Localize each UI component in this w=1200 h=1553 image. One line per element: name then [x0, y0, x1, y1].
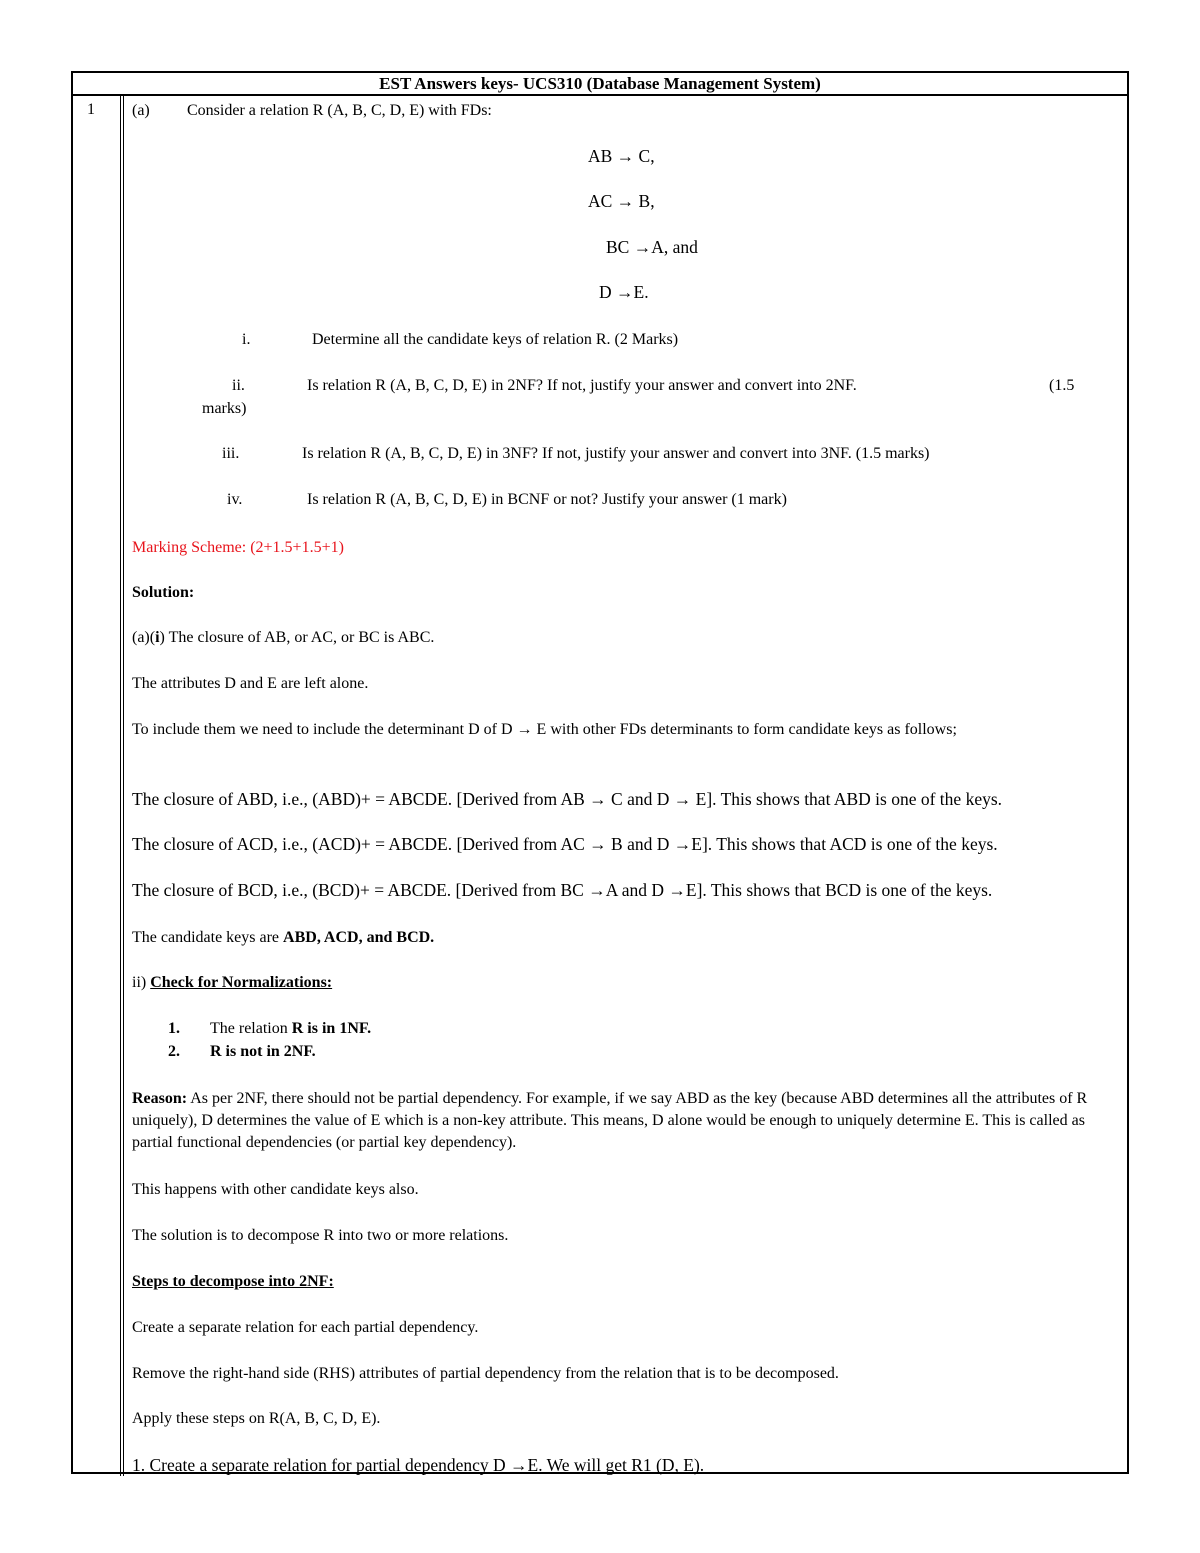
question-intro: Consider a relation R (A, B, C, D, E) with FDs:	[187, 102, 492, 119]
answer-table	[71, 71, 1129, 1474]
fd-3: BC →A, and	[606, 237, 698, 257]
subq-ii-text: Is relation R (A, B, C, D, E) in 2NF? If not, justify your answer and convert into 2NF.	[307, 377, 857, 394]
subq-i-num: i.	[242, 331, 251, 348]
closure-bcd: The closure of BCD, i.e., (BCD)+ = ABCDE. [Derived from BC →A and D →E]. This shows that BCD is one of the keys.	[132, 880, 993, 900]
step-1: 1. Create a separate relation for partial dependency D →E. We will get R1 (D, E).	[132, 1455, 705, 1475]
closure-abd: The closure of ABD, i.e., (ABD)+ = ABCDE. [Derived from AB → C and D → E]. This shows that ABD is one of the keys.	[132, 789, 1003, 809]
closure-acd: The closure of ACD, i.e., (ACD)+ = ABCDE. [Derived from AC → B and D →E]. This shows that ACD is one of the keys.	[132, 834, 998, 854]
subq-iv-num: iv.	[227, 491, 243, 508]
step-remove: Remove the right-hand side (RHS) attributes of partial dependency from the relation that is to be decomposed.	[132, 1365, 839, 1382]
reason-paragraph: Reason: As per 2NF, there should not be partial dependency. For example, if we say ABD as the key (because ABD determines all the attributes of R uniquely), D determines the value of E which is a non-key attribute. This means, D alone would be enough to uniquely determine E. This is called as partial functional dependencies (or partial key dependency).	[132, 1090, 1088, 1151]
solution-heading: Solution:	[132, 584, 195, 601]
solution-p2: The attributes D and E are left alone.	[132, 675, 369, 692]
steps-heading: Steps to decompose into 2NF:	[132, 1273, 334, 1290]
column-divider	[120, 96, 121, 1476]
step-apply: Apply these steps on R(A, B, C, D, E).	[132, 1410, 381, 1427]
step-create: Create a separate relation for each partial dependency.	[132, 1319, 479, 1336]
solution-p3: To include them we need to include the determinant D of D → E with other FDs determinants to form candidate keys as follows;	[132, 721, 957, 738]
subq-iv-text: Is relation R (A, B, C, D, E) in BCNF or not? Justify your answer (1 mark)	[307, 491, 787, 508]
other-keys-note: This happens with other candidate keys also.	[132, 1181, 419, 1198]
fd-2: AC → B,	[588, 191, 655, 211]
marking-scheme: Marking Scheme: (2+1.5+1.5+1)	[132, 539, 344, 556]
decompose-note: The solution is to decompose R into two or more relations.	[132, 1227, 509, 1244]
subq-ii-marks-cont: marks)	[202, 400, 247, 417]
subq-i-text: Determine all the candidate keys of relation R. (2 Marks)	[312, 331, 679, 348]
column-divider-inner	[123, 96, 124, 1476]
part-label: (a)	[132, 102, 150, 119]
candidate-keys: The candidate keys are ABD, ACD, and BCD.	[132, 929, 435, 946]
list-item-2-num: 2.	[168, 1043, 180, 1060]
fd-4: D →E.	[599, 282, 649, 302]
subq-iii-num: iii.	[222, 445, 240, 462]
subq-ii-marks: (1.5	[1049, 377, 1075, 394]
table-header: EST Answers keys- UCS310 (Database Management System)	[73, 73, 1127, 96]
fd-1: AB → C,	[588, 146, 655, 166]
subq-iii-text: Is relation R (A, B, C, D, E) in 3NF? If not, justify your answer and convert into 3NF. (1.5 marks)	[302, 445, 930, 462]
question-number: 1	[87, 101, 95, 118]
list-item-2: R is not in 2NF.	[210, 1043, 316, 1060]
solution-a-i: (a)(i) The closure of AB, or AC, or BC is ABC.	[132, 629, 435, 646]
list-item-1-num: 1.	[168, 1020, 180, 1037]
normalization-heading: ii) Check for Normalizations:	[132, 974, 333, 991]
subq-ii-num: ii.	[232, 377, 245, 394]
list-item-1: The relation R is in 1NF.	[210, 1020, 372, 1037]
